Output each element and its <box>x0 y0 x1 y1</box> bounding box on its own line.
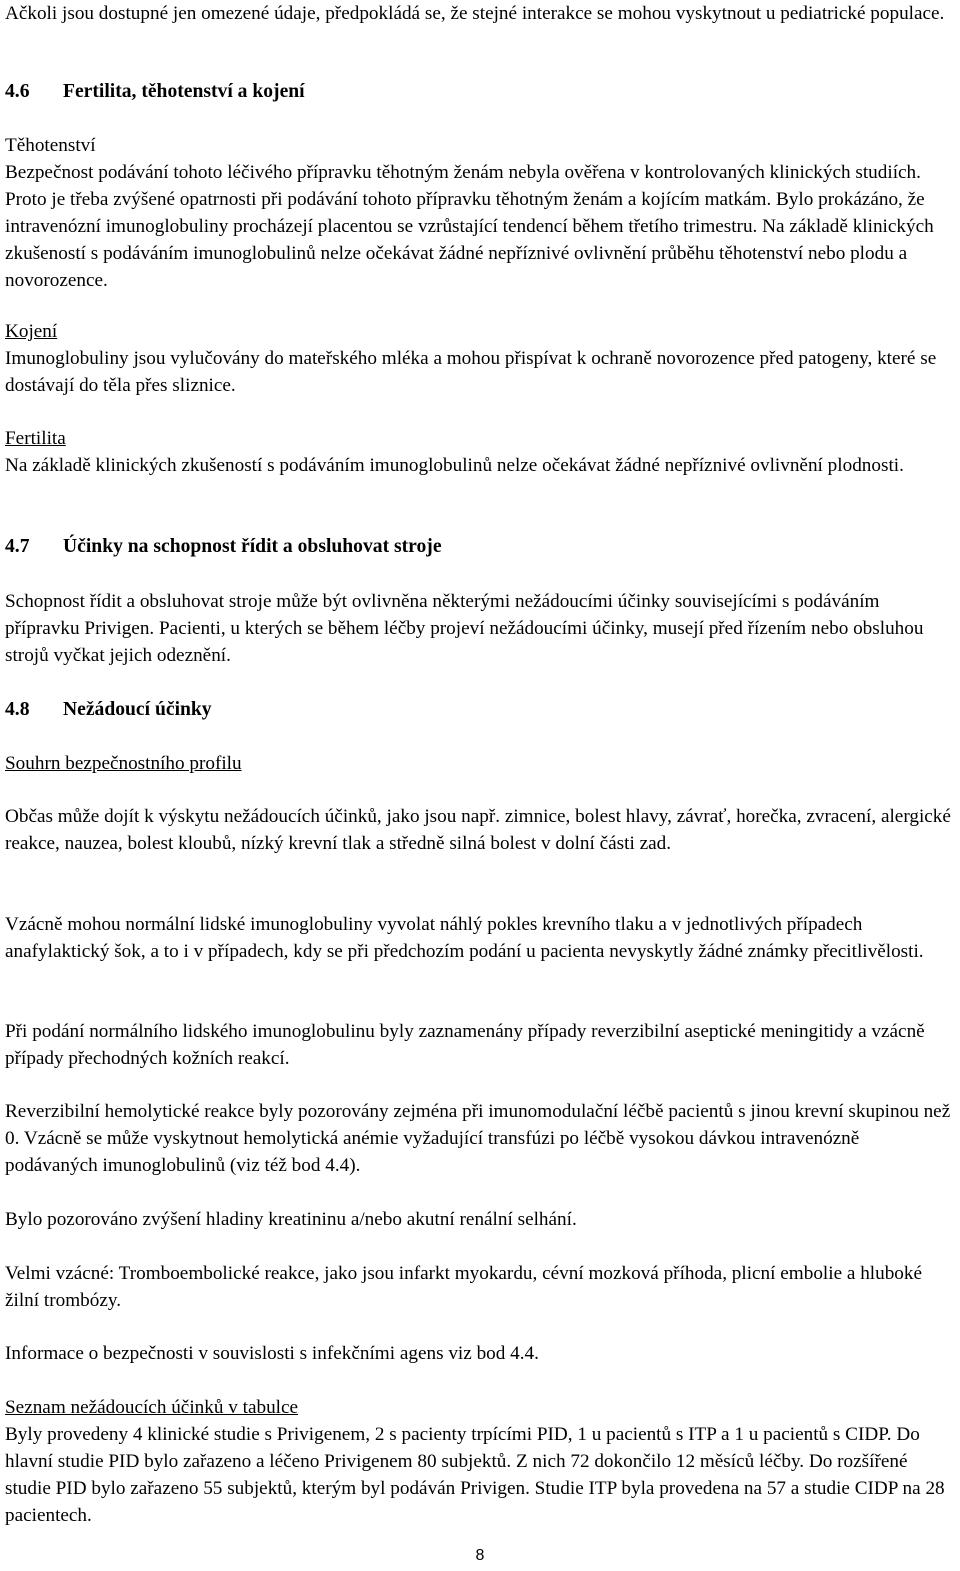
breastfeeding-text: Imunoglobuliny jsou vylučovány do mateřského mléka a mohou přispívat k ochraně novorozence před patogeny, které se dostávají do těla přes sliznice. <box>5 348 937 396</box>
adverse-paragraph-3 <box>5 1018 955 1072</box>
section-number: 4.8 <box>5 699 30 720</box>
section-4-7-heading <box>5 533 955 560</box>
pregnancy-block <box>5 132 955 294</box>
breastfeeding-heading: Kojení <box>5 321 58 342</box>
pregnancy-text: Bezpečnost podávání tohoto léčivého přípravku těhotným ženám nebyla ověřena v kontrolovaných klinických studiích. Proto je třeba zvýšené opatrnosti při podávání tohoto přípravku těhotným ženám a kojícím matkám. Bylo prokázáno, že intravenózní imunoglobuliny procházejí placentou se vzrůstající tendencí během třetího trimestru. Na základě klinických zkušeností s podáváním imunoglobulinů nelze očekávat žádné nepříznivé ovlivnění průběhu těhotenství nebo plodu a novorozence. <box>5 162 934 291</box>
section-4-6-heading <box>5 78 955 105</box>
safety-summary-heading-block <box>5 750 955 777</box>
section-number: 4.7 <box>5 536 30 557</box>
adverse-text: Vzácně mohou normální lidské imunoglobuliny vyvolat náhlý pokles krevního tlaku a v jednotlivých případech anafylaktický šok, a to i v případech, kdy se při předchozím podání u pacienta nevyskytly žádné známky přecitlivělosti. <box>5 914 924 962</box>
adverse-text: Bylo pozorováno zvýšení hladiny kreatininu a/nebo akutní renální selhání. <box>5 1209 577 1230</box>
fertility-block <box>5 425 955 479</box>
adverse-table-block <box>5 1394 955 1529</box>
safety-summary-heading: Souhrn bezpečnostního profilu <box>5 753 242 774</box>
adverse-paragraph-6 <box>5 1260 955 1314</box>
breastfeeding-block <box>5 318 955 399</box>
intro-paragraph <box>5 0 955 27</box>
section-number: 4.6 <box>5 81 30 102</box>
fertility-text: Na základě klinických zkušeností s podáváním imunoglobulinů nelze očekávat žádné nepříznivé ovlivnění plodnosti. <box>5 455 904 476</box>
adverse-text: Reverzibilní hemolytické reakce byly pozorovány zejména při imunomodulační léčbě pacientů s jinou krevní skupinou než 0. Vzácně se může vyskytnout hemolytická anémie vyžadující transfúzi po léčbě vysokou dávkou intravenózně podávaných imunoglobulinů (viz též bod 4.4). <box>5 1101 951 1176</box>
section-title: Fertilita, těhotenství a kojení <box>63 81 305 102</box>
adverse-paragraph-5 <box>5 1206 955 1233</box>
adverse-paragraph-1 <box>5 803 955 857</box>
adverse-table-text: Byly provedeny 4 klinické studie s Privigenem, 2 s pacienty trpícími PID, 1 u pacientů s ITP a 1 u pacientů s CIDP. Do hlavní studie PID bylo zařazeno a léčeno Privigenem 80 subjektů. Z nich 72 dokončilo 12 měsíců léčby. Do rozšířené studie PID bylo zařazeno 55 subjektů, kterým byl podáván Privigen. Studie ITP byla provedena na 57 a studie CIDP na 28 pacientech. <box>5 1424 945 1526</box>
driving-text: Schopnost řídit a obsluhovat stroje může být ovlivněna některými nežádoucími účinky souvisejícími s podáváním přípravku Privigen. Pacienti, u kterých se během léčby projeví nežádoucími účinky, musejí před řízením nebo obsluhou strojů vyčkat jejich odeznění. <box>5 591 924 666</box>
adverse-table-heading: Seznam nežádoucích účinků v tabulce <box>5 1397 299 1418</box>
adverse-text: Velmi vzácné: Tromboembolické reakce, jako jsou infarkt myokardu, cévní mozková příhoda, plicní embolie a hluboké žilní trombózy. <box>5 1263 923 1311</box>
adverse-paragraph-4 <box>5 1098 955 1179</box>
adverse-text: Občas může dojít k výskytu nežádoucích účinků, jako jsou např. zimnice, bolest hlavy, závrať, horečka, zvracení, alergické reakce, nauzea, bolest kloubů, nízký krevní tlak a středně silná bolest v dolní části zad. <box>5 806 951 854</box>
pregnancy-heading: Těhotenství <box>5 135 96 156</box>
adverse-text: Informace o bezpečnosti v souvislosti s infekčními agens viz bod 4.4. <box>5 1343 539 1364</box>
page-number: 8 <box>475 1547 485 1564</box>
fertility-heading: Fertilita <box>5 428 66 449</box>
section-title: Nežádoucí účinky <box>63 699 212 720</box>
adverse-paragraph-7 <box>5 1340 955 1367</box>
section-4-8-heading <box>5 696 955 723</box>
section-4-7-paragraph <box>5 588 955 669</box>
adverse-text: Při podání normálního lidského imunoglobulinu byly zaznamenány případy reverzibilní aseptické meningitidy a vzácně případy přechodných kožních reakcí. <box>5 1021 925 1069</box>
adverse-paragraph-2 <box>5 911 955 965</box>
section-title: Účinky na schopnost řídit a obsluhovat stroje <box>63 536 442 557</box>
intro-text: Ačkoli jsou dostupné jen omezené údaje, předpokládá se, že stejné interakce se mohou vyskytnout u pediatrické populace. <box>5 3 945 24</box>
